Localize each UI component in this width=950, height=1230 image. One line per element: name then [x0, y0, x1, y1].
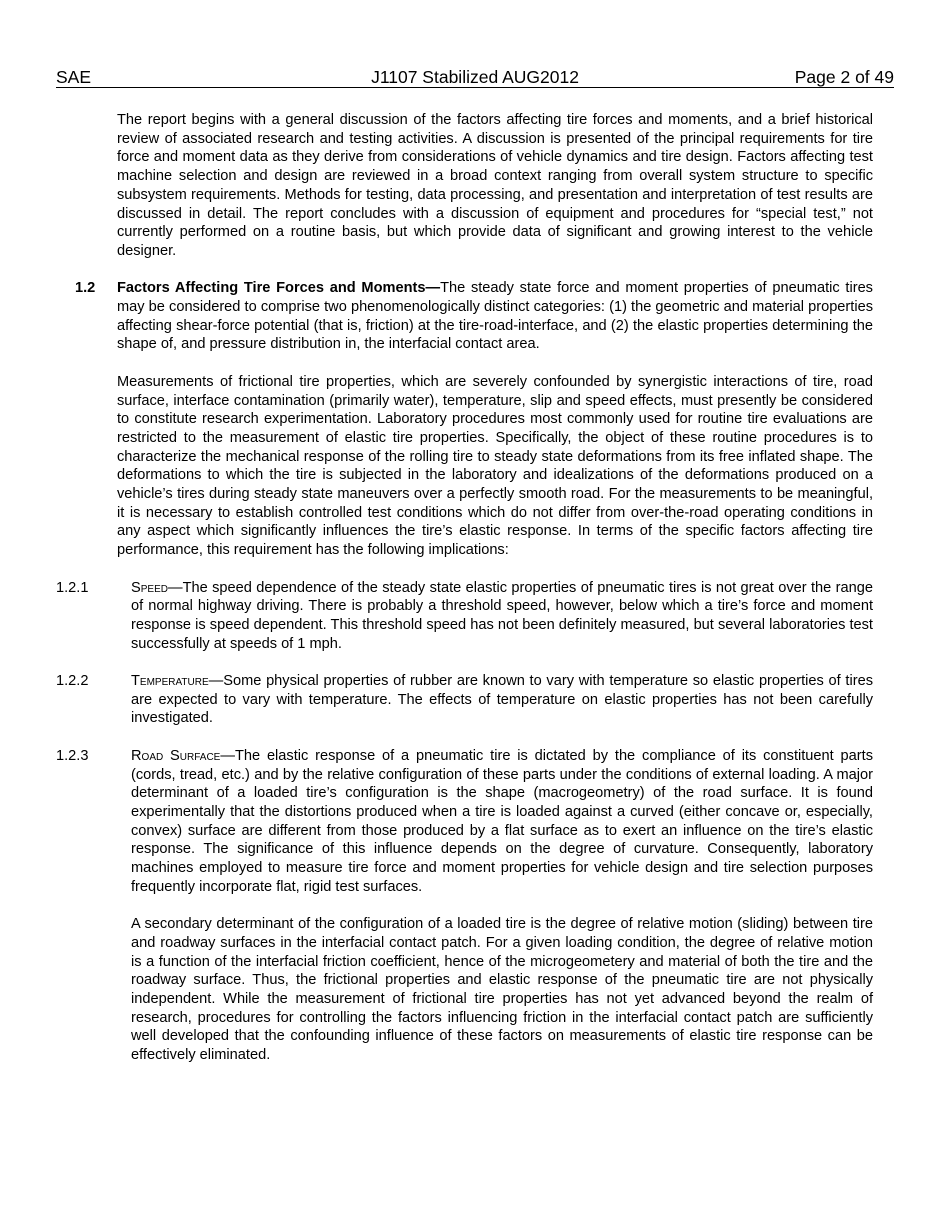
header-document-id: J1107 Stabilized AUG2012	[371, 67, 579, 87]
subsection-text: —The elastic response of a pneumatic tire is dictated by the compliance of its constituent parts (cords, tread, etc.) and by the relative configuration of these parts under the conditions of external loading. A major determinant of a loaded tire’s configuration is the shape (macrogeometry) of the road surface. It is found experimentally that the distortions produced when a tire is loaded against a curved (either concave or, especially, convex) surface are different from those produced by a flat surface as to exert an influence on the tire’s elastic response. The significance of this influence depends on the degree of curvature. Consequently, laboratory machines employed to measure tire force and moment properties for vehicle design and tire selection purposes frequently incorporate flat, rigid test surfaces.	[131, 747, 873, 895]
intro-paragraph: The report begins with a general discussion of the factors affecting tire forces and moments, and a brief historical review of associated research and testing activities. A discussion is presented of the principal requirements for tire force and moment data as they derive from considerations of vehicle dynamics and tire design. Factors affecting test machine selection and design are reviewed in a broad context ranging from overall system structure to specific subsystem requirements. Methods for testing, data processing, and presentation and interpretation of test results are discussed in detail. The report concludes with a discussion of equipment and procedures for “special test,” not currently performed on a routine basis, but which provide data of significant and growing interest to the vehicle designer.	[117, 112, 873, 259]
subsection-heading: Road Surface	[131, 747, 221, 764]
header-org: SAE	[56, 67, 92, 87]
subsection-heading: Speed	[131, 579, 168, 596]
subsection-paragraph	[131, 579, 873, 654]
section-number: 1.2	[75, 280, 96, 297]
subsection-number: 1.2.1	[56, 579, 89, 596]
subsection-1-2-1	[56, 579, 873, 654]
subsection-number: 1.2.2	[56, 673, 89, 690]
section-1-2	[56, 279, 873, 354]
section-paragraph	[117, 279, 873, 354]
header-page-number: Page 2 of 49	[794, 67, 894, 87]
section-heading: Factors Affecting Tire Forces and Moments—	[117, 280, 441, 297]
section-text: The steady state force and moment properties of pneumatic tires may be considered to comprise two phenomenologically distinct categories: (1) the geometric and material properties affecting shear-force potential (that is, friction) at the tire-road-interface, and (2) the elastic properties determining the shape of, and pressure distribution in, the interfacial contact area.	[117, 280, 873, 353]
subsection-text: —Some physical properties of rubber are known to vary with temperature so elastic properties of tires are expected to vary with temperature. The effects of temperature on elastic properties has not been carefully investigated.	[131, 673, 873, 727]
subsection-paragraph	[131, 672, 873, 728]
page-header	[56, 67, 894, 88]
subsection-paragraph	[131, 747, 873, 897]
document-body	[56, 111, 873, 1065]
subsection-number: 1.2.3	[56, 747, 89, 764]
subsection-1-2-3-paragraph-2: A secondary determinant of the configuration of a loaded tire is the degree of relative motion (sliding) between tire and roadway surfaces in the interfacial contact patch. For a given loading condition, the degree of relative motion is a function of the interfacial friction coefficient, hence of the microgeometery and material of both the tire and the roadway surface. Thus, the frictional properties and elastic response of the pneumatic tire are not physically independent. While the measurement of frictional tire properties has not yet advanced beyond the realm of research, procedures for controlling the factors influencing friction in the interfacial contact patch are sufficiently well developed that the confounding influence of these factors on measurements of elastic tire response can be effectively eliminated.	[131, 916, 873, 1064]
section-1-2-paragraph-2: Measurements of frictional tire properties, which are severely confounded by synergistic interactions of tire, road surface, interface contamination (primarily water), temperature, slip and speed effects, must presently be considered to constitute research experimentation. Laboratory procedures most commonly used for routine tire evaluations are restricted to the measurement of elastic tire properties. Specifically, the object of these routine procedures is to characterize the mechanical response of the rolling tire to steady state deformations from its free inflated shape. The deformations to which the tire is subjected in the laboratory and idealizations of the deformations produced on a vehicle’s tires during steady state maneuvers over a perfectly smooth road. For the measurements to be meaningful, it is necessary to establish controlled test conditions which do not differ from over-the-road operating conditions in any aspect which significantly influences the tire’s elastic response. In terms of the specific factors affecting tire performance, this requirement has the following implications:	[117, 373, 873, 559]
subsection-1-2-2	[56, 672, 873, 728]
subsection-heading: Temperature	[131, 673, 209, 690]
subsection-text: —The speed dependence of the steady state elastic properties of pneumatic tires is not great over the range of normal highway driving. There is probably a threshold speed, however, below which a tire’s force and moment response is speed dependent. This threshold speed has not been definitely measured, but several laboratories test successfully at speeds of 1 mph.	[131, 579, 873, 652]
subsection-1-2-3	[56, 747, 873, 897]
